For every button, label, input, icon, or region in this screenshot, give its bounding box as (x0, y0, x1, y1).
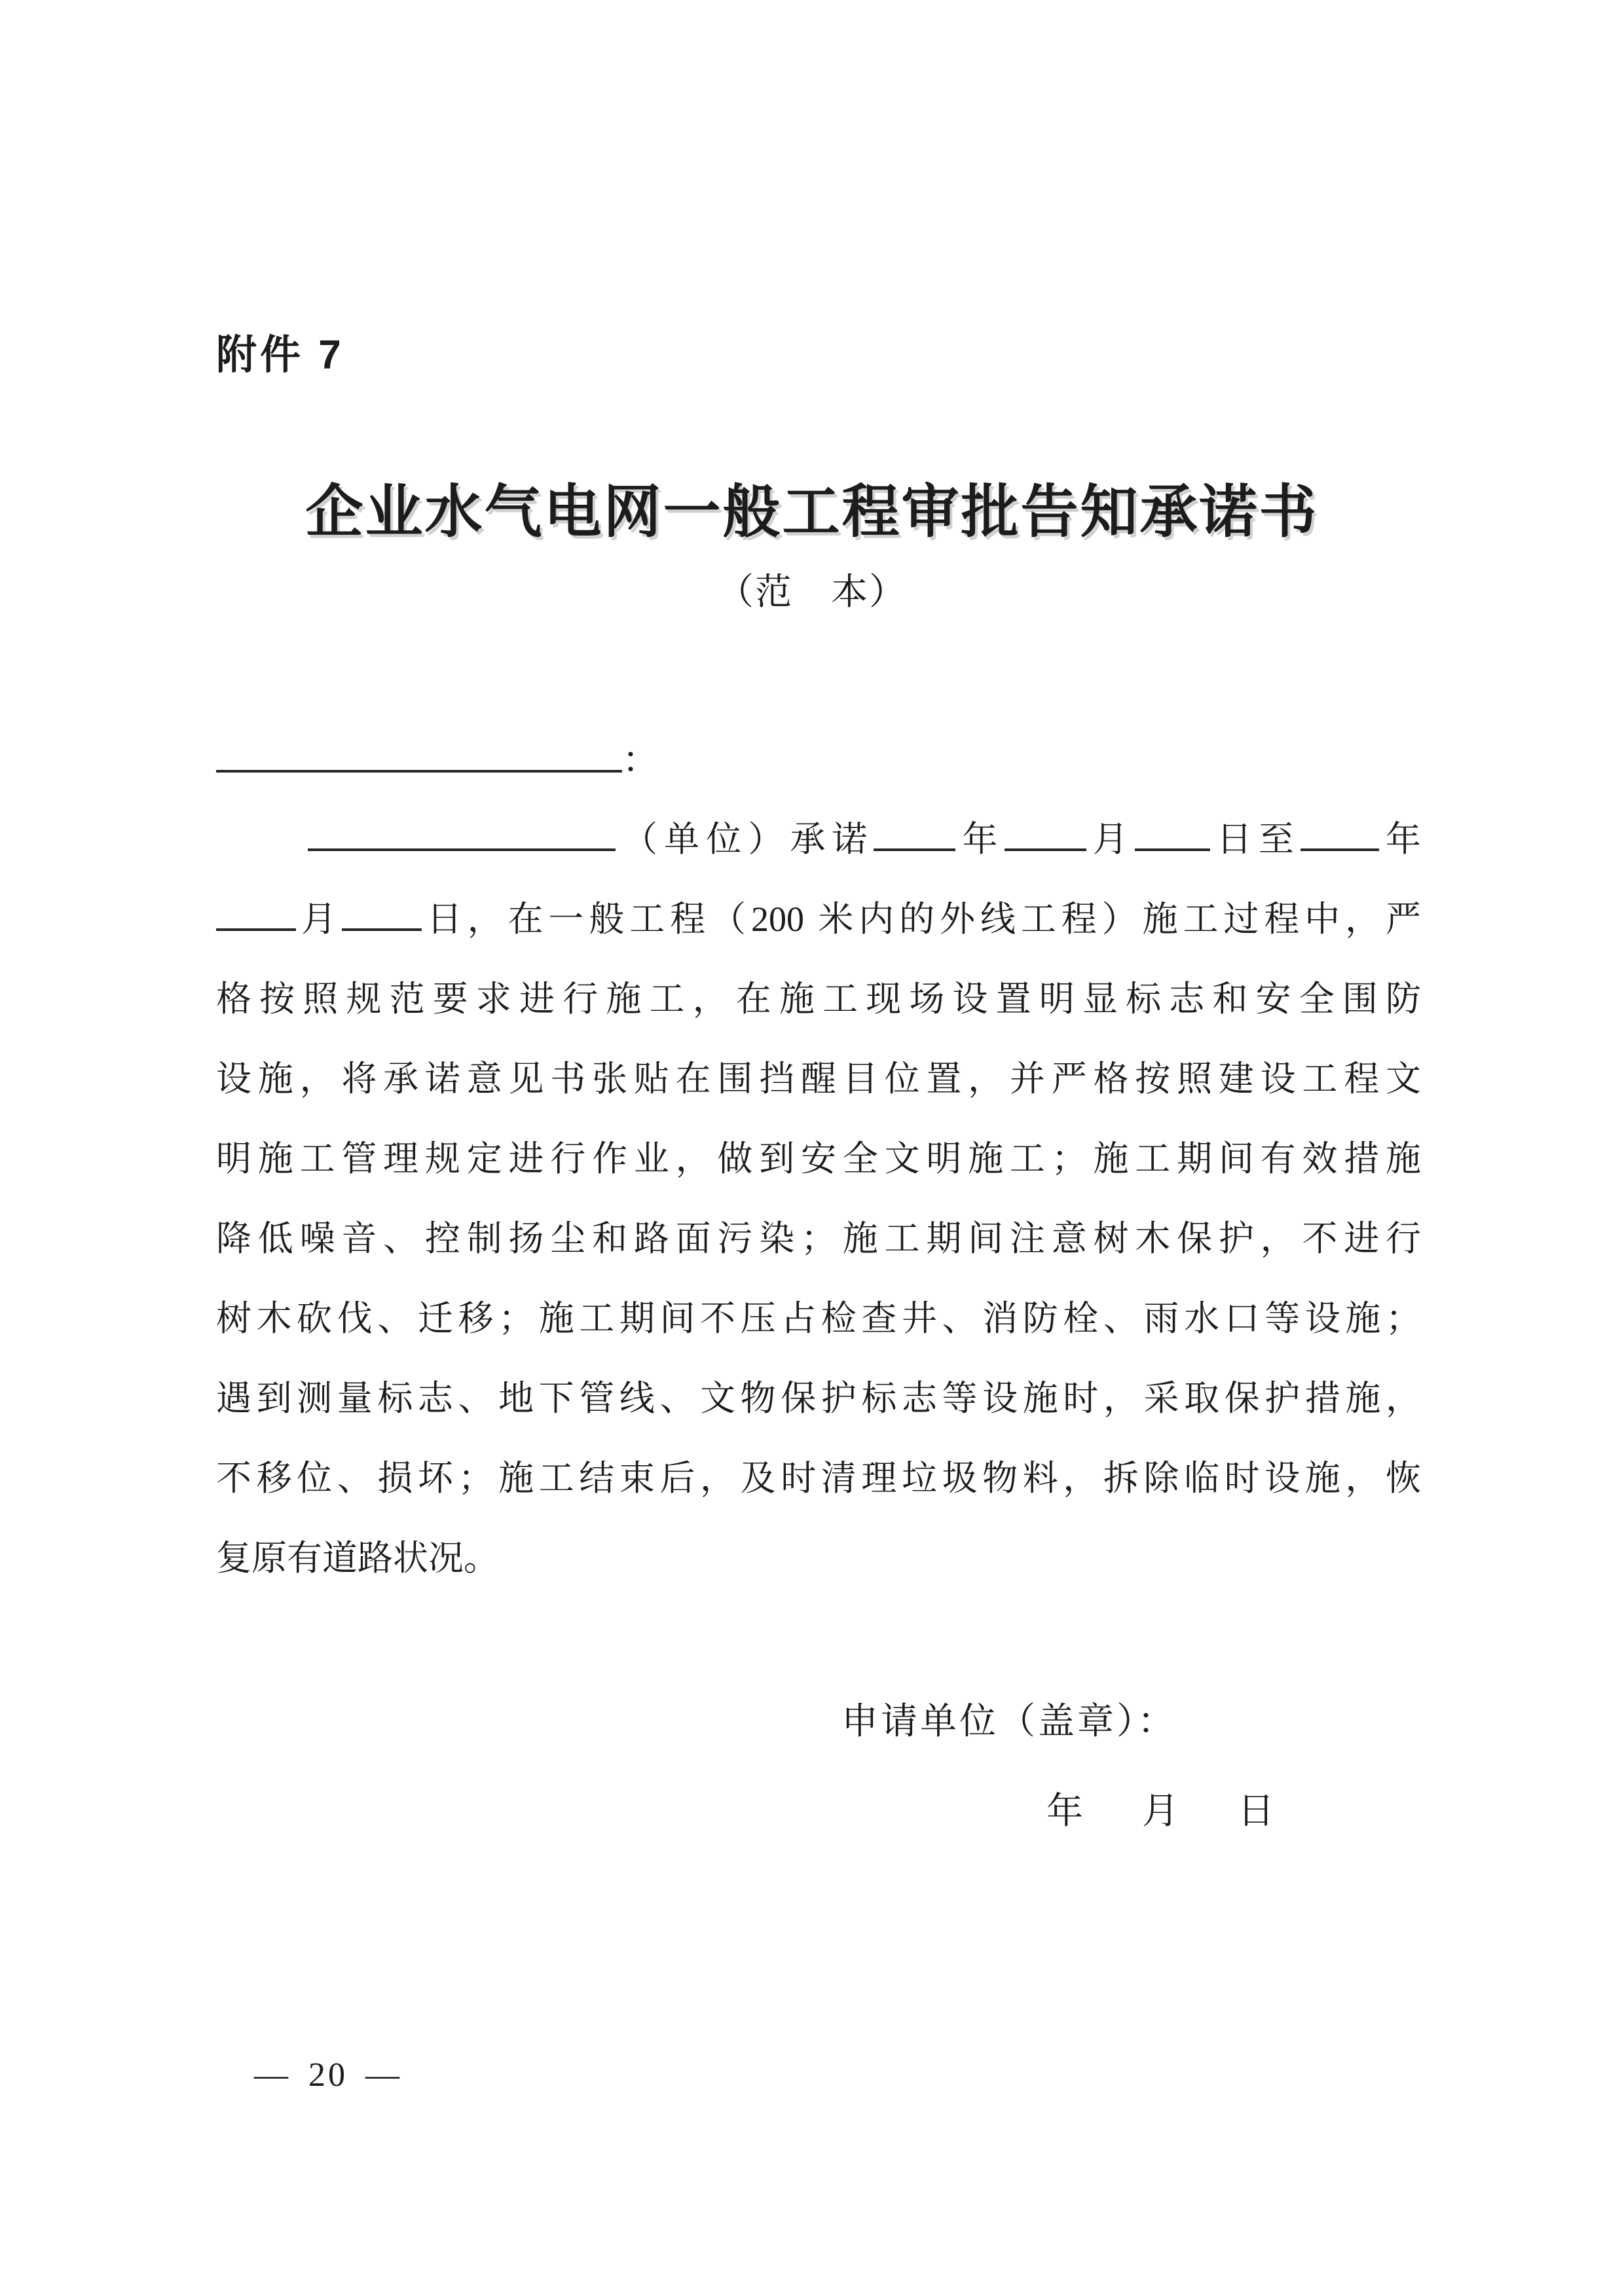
applicant-seal-label: 申请单位（盖章）： (841, 1702, 1177, 1742)
paragraph-line (216, 1119, 1421, 1199)
paragraph-text: 月 (1086, 820, 1135, 859)
paragraph-line (216, 879, 1421, 959)
paragraph-text: 月 (296, 900, 342, 939)
paragraph-line (216, 1518, 1421, 1598)
paragraph-text: 不移位、损坏；施工结束后，及时清理垃圾物料，拆除临时设施，恢 (216, 1459, 1421, 1498)
signature-date-line (1046, 1782, 1274, 1834)
fill-in-blank (216, 920, 296, 931)
paragraph-text: 日，在一般工程（200 米内的外线工程）施工过程中，严 (421, 900, 1422, 939)
paragraph-text: 格按照规范要求进行施工，在施工现场设置明显标志和安全围防 (216, 979, 1421, 1019)
salutation-colon: ： (622, 740, 659, 781)
paragraph-line (216, 1438, 1421, 1518)
paragraph-line (216, 1279, 1421, 1358)
salutation-line (216, 735, 659, 787)
fill-in-blank (1005, 841, 1086, 851)
paragraph-text: 树木砍伐、迁移；施工期间不压占检查井、消防栓、雨水口等设施； (216, 1299, 1421, 1338)
document-title: 企业水气电网一般工程审批告知承诺书 (305, 481, 1319, 545)
paragraph-line (216, 1358, 1421, 1438)
fill-in-blank (308, 841, 616, 851)
commitment-paragraph (216, 799, 1421, 1598)
fill-in-blank (342, 920, 422, 931)
paragraph-text: 明施工管理规定进行作业，做到安全文明施工；施工期间有效措施 (216, 1139, 1421, 1178)
paragraph-text: 年 (1378, 820, 1422, 859)
attachment-label: 附件 7 (216, 333, 344, 378)
paragraph-text: 日至 (1209, 820, 1301, 859)
paragraph-line (216, 799, 1421, 879)
fill-in-blank (874, 841, 955, 851)
paragraph-line (216, 1199, 1421, 1279)
date-year-label: 年 (1046, 1791, 1083, 1832)
fill-in-blank (1301, 841, 1379, 851)
paragraph-text: 遇到测量标志、地下管线、文物保护标志等设施时，采取保护措施， (216, 1379, 1421, 1418)
paragraph-text: 降低噪音、控制扬尘和路面污染；施工期间注意树木保护，不进行 (216, 1219, 1421, 1258)
fill-in-blank (1135, 841, 1210, 851)
paragraph-text: 设施，将承诺意见书张贴在围挡醒目位置，并严格按照建设工程文 (216, 1059, 1421, 1099)
recipient-fill-in-blank (216, 762, 622, 773)
paragraph-text: 年 (955, 820, 1005, 859)
paragraph-line (216, 1039, 1421, 1119)
paragraph-text: （单位）承诺 (616, 820, 874, 859)
page-number: — 20 — (254, 2056, 402, 2094)
paragraph-text: 复原有道路状况。 (216, 1539, 499, 1578)
date-month-label: 月 (1142, 1791, 1179, 1832)
document-subtitle: （范 本） (717, 572, 907, 613)
paragraph-line (216, 959, 1421, 1039)
date-day-label: 日 (1238, 1791, 1274, 1832)
